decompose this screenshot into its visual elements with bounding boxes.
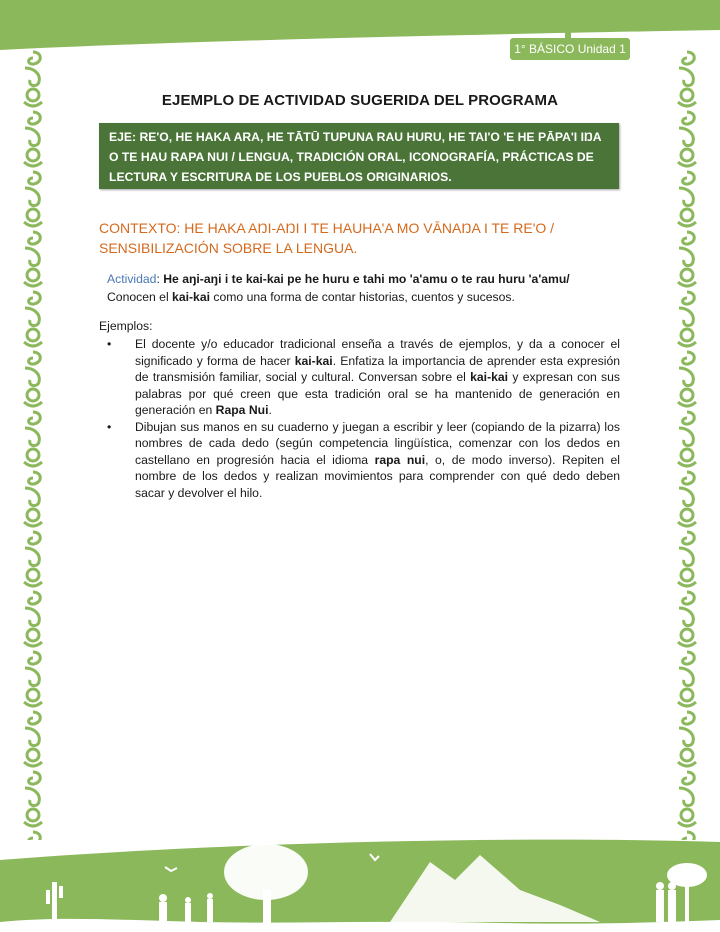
list-item [99, 419, 620, 502]
bullet-icon: • [107, 419, 112, 434]
axis-box [99, 123, 619, 189]
examples-list [99, 336, 620, 501]
item-bold: Rapa Nui [215, 403, 269, 417]
item-text: El docente y/o educador tradicional enseña a través de ejemplos, y da a conocer el significado y forma de hacer [135, 337, 620, 368]
page-title: EJEMPLO DE ACTIVIDAD SUGERIDA DEL PROGRAMA [161, 92, 559, 109]
activity-title: He aŋi-aŋi i te kai-kai pe he huru e tahi mo 'a'amu o te rau huru 'a'amu/ [163, 272, 570, 286]
item-bold: kai-kai [470, 370, 509, 384]
item-bold: kai-kai [294, 353, 333, 368]
item-text: y expresan con sus palabras por qué creen que esta tradición oral se ha mantenido de generación en generación en [135, 370, 621, 417]
activity-text-1: Conocen el [107, 290, 173, 304]
axis-text: EJE: RE'O, HE HAKA ARA, HE TĀTŪ TUPUNA RAU HURU, HE TAI'O 'E HE PĀPA'I IŊA O TE HAU RAPA NUI / LENGUA, TRADICIÓN ORAL, ICONOGRAFÍA, PRÁCTICAS DE LECTURA Y ESCRITURA DE LOS PUEBLOS ORIGINARIOS. [109, 130, 602, 184]
activity-text-2: como una forma de contar historias, cuentos y sucesos. [210, 290, 515, 304]
item-bold: rapa nui [374, 452, 426, 467]
context-heading: CONTEXTO: HE HAKA AŊI-AŊI I TE HAUHA'A MO VĀNAŊA I TE RE'O / SENSIBILIZACIÓN SOBRE LA LENGUA. [99, 220, 555, 256]
item-text: . [268, 403, 272, 417]
unit-tab: 1° BÁSICO Unidad 1 [510, 38, 630, 60]
item-text: , o, de modo inverso). Repiten el nombre de los dedos y realizan movimientos para comprender con qué dedo deben sacar y devolver el hilo. [135, 452, 620, 500]
activity-term: kai-kai [172, 290, 210, 304]
activity-label: Actividad [107, 272, 157, 286]
examples-label: Ejemplos: [99, 319, 153, 333]
decorative-border-left-icon [22, 50, 44, 840]
bullet-icon: • [107, 337, 112, 351]
list-item [99, 336, 620, 419]
activity-paragraph [107, 270, 617, 306]
item-text: Dibujan sus manos en su cuaderno y juegan a escribir y leer (copiando de la pizarra) los nombres de cada dedo (según competencia lingüística, comenzar con los dedos en castellano en progresión hacia el idioma [135, 419, 620, 467]
activity-colon: : [156, 272, 164, 286]
landscape-illustration-icon [0, 830, 720, 932]
item-text: . Enfatiza la importancia de aprender esta expresión de transmisión familiar, social y cultural. Conversan sobre el [135, 353, 620, 384]
decorative-border-right-icon [676, 50, 698, 840]
